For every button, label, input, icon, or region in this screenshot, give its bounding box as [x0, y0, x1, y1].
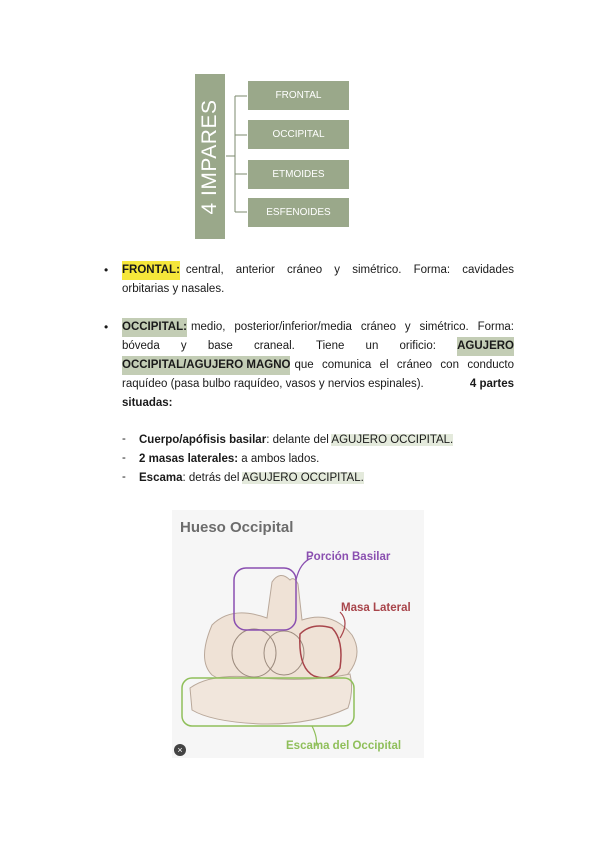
word: orificio:	[399, 340, 436, 352]
frontal-line2: orbitarias y nasales.	[122, 283, 225, 295]
occipital-bone-figure	[172, 510, 424, 758]
label-porcion-basilar: Porción Basilar	[306, 551, 391, 563]
frontal-paragraph	[122, 261, 514, 299]
word: y	[180, 340, 187, 352]
occipital-line4-text: raquídeo (pasa bulbo raquídeo, vasos y nervios espinales).	[122, 378, 424, 390]
agujero-highlight: AGUJERO	[457, 337, 514, 356]
close-icon[interactable]: ×	[174, 744, 186, 756]
figure-title: Hueso Occipital	[180, 519, 294, 536]
part-highlight: AGUJERO OCCIPITAL.	[241, 472, 364, 484]
bracket-connector	[195, 74, 255, 240]
occipital-paragraph	[122, 318, 514, 413]
bone-illustration	[172, 510, 424, 758]
list-item	[139, 450, 319, 469]
list-dash: -	[122, 433, 126, 445]
occipital-line3	[122, 356, 514, 375]
list-item	[139, 431, 453, 450]
occipital-line5	[122, 394, 514, 413]
list-dash: -	[122, 471, 126, 483]
part-text: : delante del	[266, 434, 332, 446]
occipital-line1: medio, posterior/inferior/media cráneo y simétrico. Forma:	[190, 321, 514, 333]
box-etmoides: ETMOIDES	[248, 160, 349, 189]
occipital-line4	[122, 375, 514, 394]
word: bóveda	[122, 340, 160, 352]
part-bold: Cuerpo/apófisis basilar	[139, 434, 267, 446]
box-frontal: FRONTAL	[248, 81, 349, 110]
part-bold: Escama	[139, 472, 183, 484]
label-masa-lateral: Masa Lateral	[341, 602, 411, 614]
bullet-marker: •	[104, 320, 109, 334]
part-highlight: AGUJERO OCCIPITAL.	[331, 434, 454, 446]
word: Tiene	[316, 340, 345, 352]
bullet-marker: •	[104, 263, 109, 277]
impares-vertical-label: 4 IMPARES	[198, 99, 221, 214]
agujero-magno-highlight: OCCIPITAL/AGUJERO MAGNO	[122, 356, 290, 375]
list-item	[139, 469, 364, 488]
box-occipital: OCCIPITAL	[248, 120, 349, 149]
occipital-term: OCCIPITAL:	[122, 318, 187, 337]
word: un	[365, 340, 379, 352]
occipital-line3-text: que comunica el cráneo con conducto	[294, 359, 514, 371]
frontal-term: FRONTAL:	[122, 261, 180, 280]
part-text: : detrás del	[182, 472, 242, 484]
label-escama: Escama del Occipital	[286, 740, 402, 752]
part-bold: 2 masas laterales:	[139, 453, 239, 465]
word: craneal.	[253, 340, 295, 352]
word: base	[207, 340, 233, 352]
occipital-line2	[122, 337, 514, 356]
frontal-line1: central, anterior cráneo y simétrico. Forma: cavidades	[185, 264, 514, 276]
part-text: a ambos lados.	[238, 453, 320, 465]
impares-diagram	[195, 74, 355, 240]
box-esfenoides: ESFENOIDES	[248, 198, 349, 227]
situadas-bold: situadas:	[122, 397, 173, 409]
list-dash: -	[122, 452, 126, 464]
four-parts-bold: 4 partes	[469, 378, 514, 390]
